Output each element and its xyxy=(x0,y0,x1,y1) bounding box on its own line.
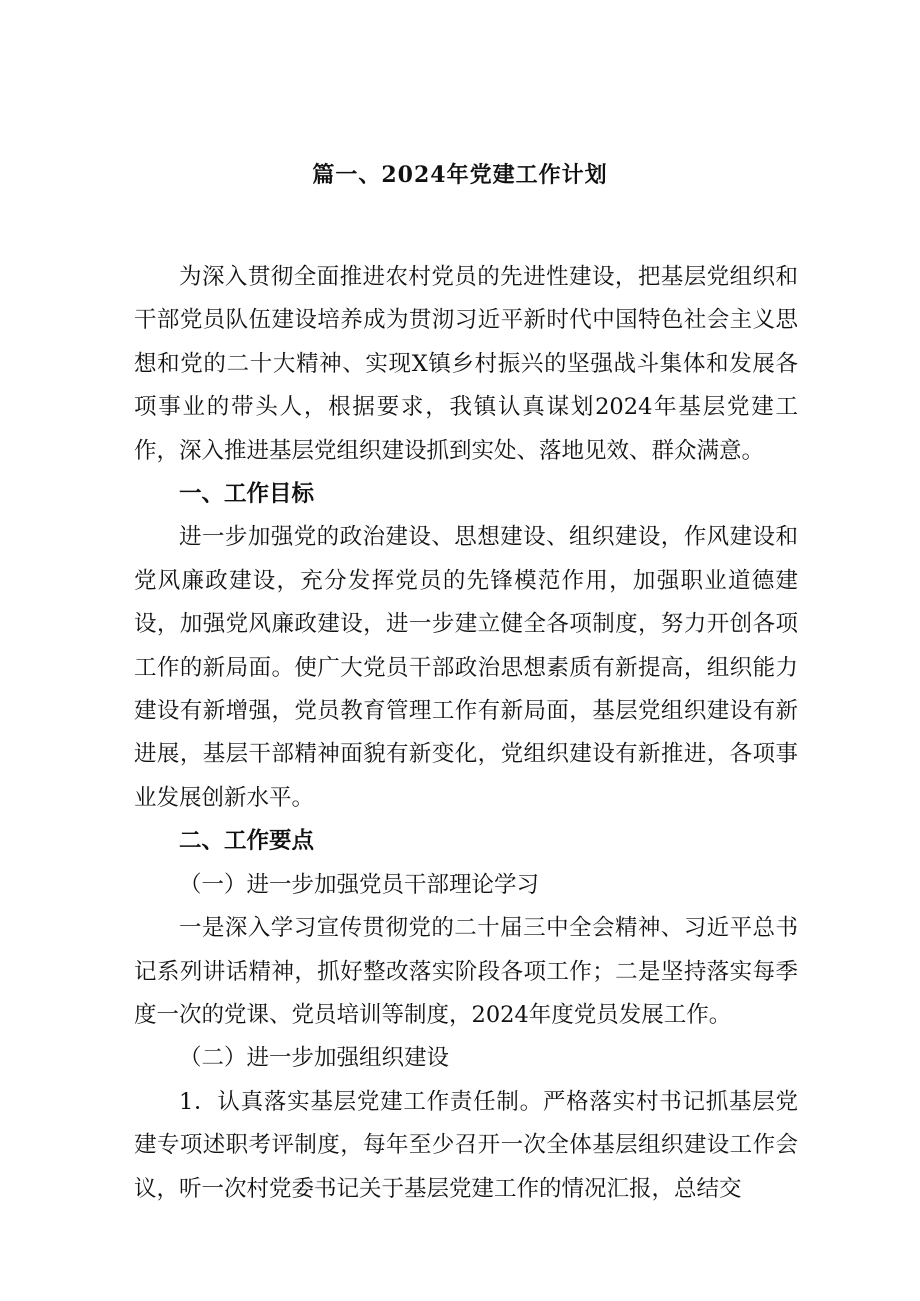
theory-study-paragraph: 一是深入学习宣传贯彻党的二十届三中全会精神、习近平总书记系列讲话精神，抓好整改落实阶段各项工作；二是坚持落实每季度一次的党课、党员培训等制度，2024年度党员发展工作。 xyxy=(134,915,798,1028)
document-body xyxy=(134,256,798,1211)
subheading-organization: （二）进一步加强组织建设 xyxy=(179,1045,450,1072)
document-title: 篇一、2024年党建工作计划 xyxy=(312,162,608,188)
intro-paragraph: 为深入贯彻全面推进农村党员的先进性建设，把基层党组织和干部党员队伍建设培养成为贯沏习近平新时代中国特色社会主义思想和党的二十大精神、实现X镇乡村振兴的坚强战斗集体和发展各项事业的带头人，根据要求，我镇认真谋划2024年基层党建工作，深入推进基层党组织建设抓到实处、落地见效、群众满意。 xyxy=(134,264,798,464)
organization-paragraph: 1．认真落实基层党建工作责任制。严格落实村书记抓基层党建专项述职考评制度，每年至少召开一次全体基层组织建设工作会议，听一次村党委书记关于基层党建工作的情况汇报，总结交 xyxy=(134,1088,798,1202)
section-heading-goals: 一、工作目标 xyxy=(179,481,315,508)
subheading-theory-study: （一）进一步加强党员干部理论学习 xyxy=(179,871,540,898)
goals-paragraph: 进一步加强党的政治建设、思想建设、组织建设，作风建设和党风廉政建设，充分发挥党员的先锋模范作用，加强职业道德建设，加强党风廉政建设，进一步建立健全各项制度，努力开创各项工作的新局面。使广大党员干部政治思想素质有新提高，组织能力建设有新增强，党员教育管理工作有新局面，基层党组织建设有新进展，基层干部精神面貌有新变化，党组织建设有新推进，各项事业发展创新水平。 xyxy=(134,524,798,811)
section-heading-key-points: 二、工作要点 xyxy=(179,828,315,855)
